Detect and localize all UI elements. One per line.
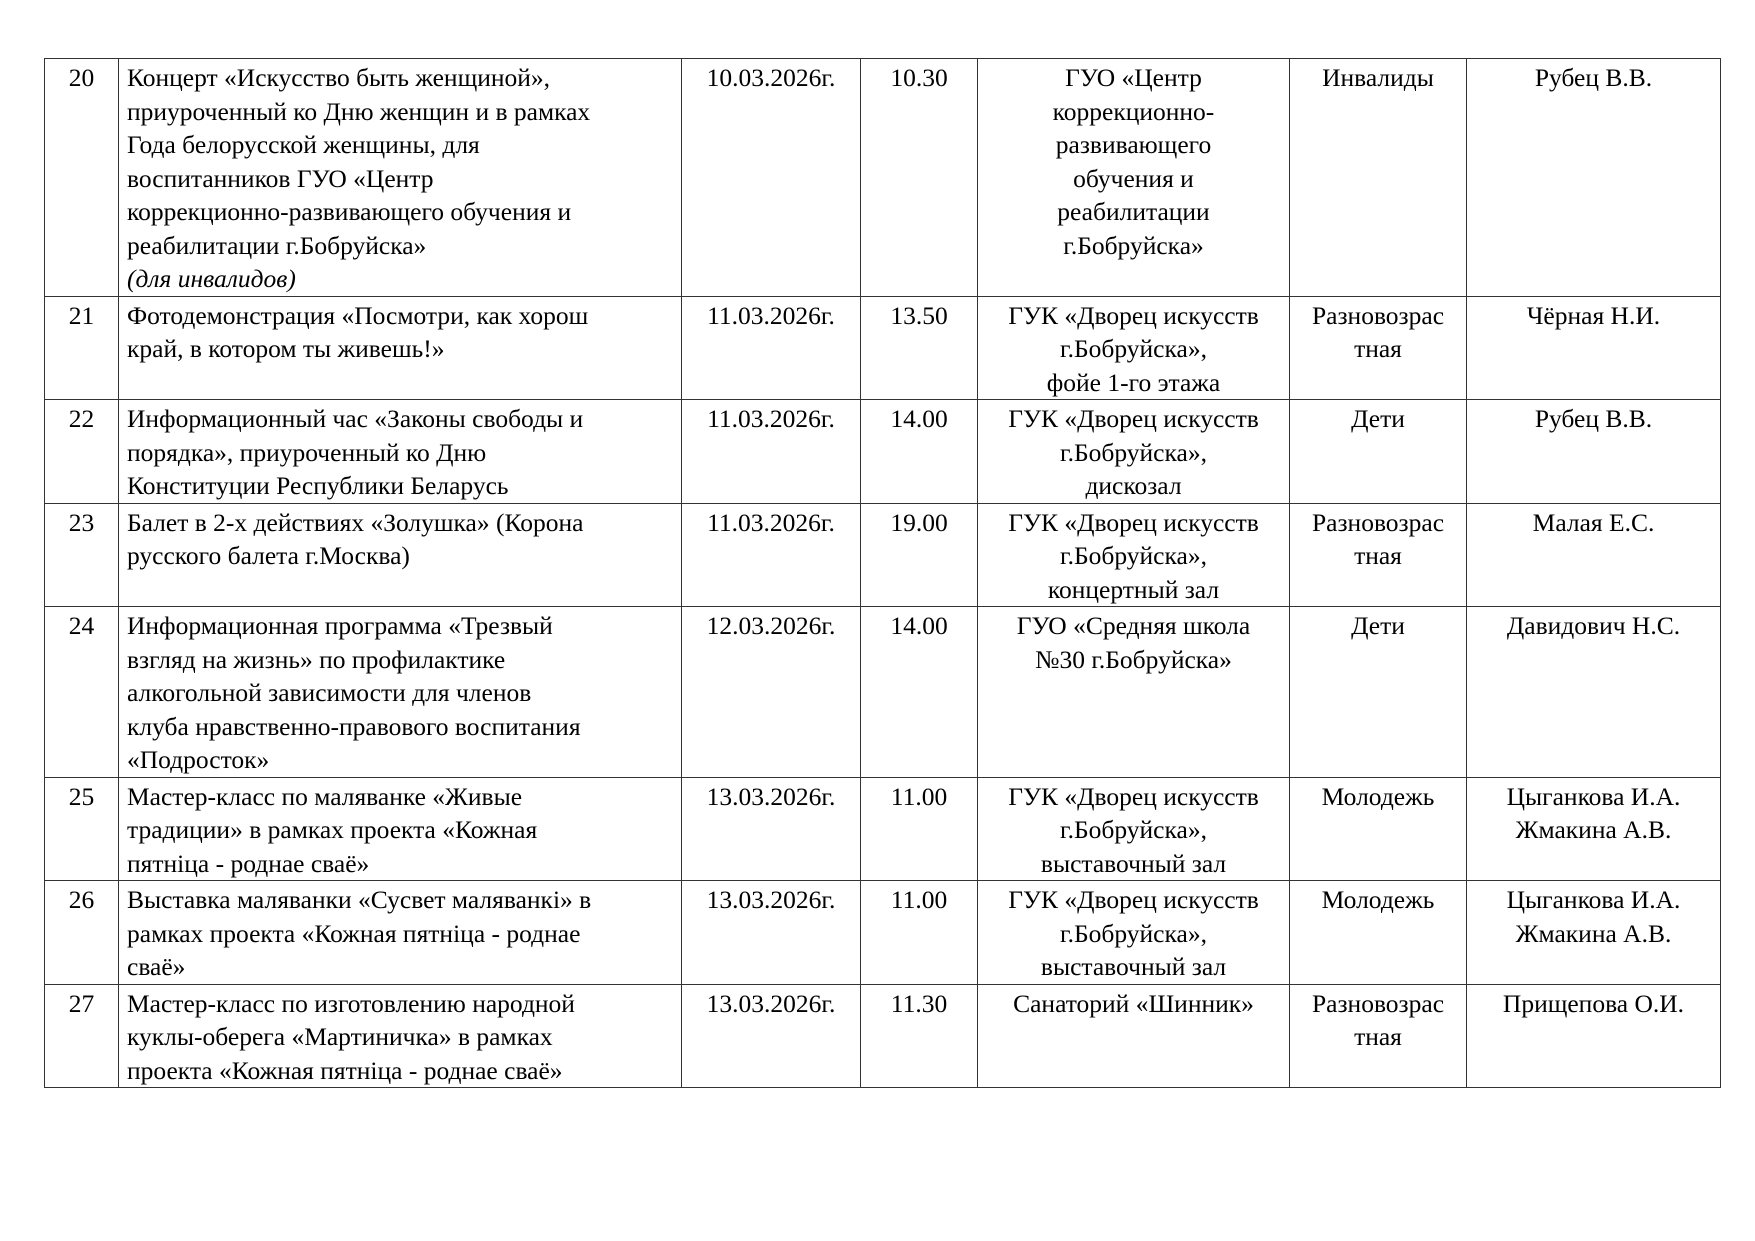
text-line: пятніца - роднае сваё» (127, 848, 370, 878)
event-place (978, 607, 1290, 778)
text-line: Санаторий «Шинник» (1013, 988, 1254, 1018)
event-time: 13.50 (861, 296, 978, 400)
text-line: ГУК «Дворец искусств (1008, 781, 1259, 811)
table-row (45, 59, 1721, 297)
event-title (119, 503, 682, 607)
text-line: фойе 1-го этажа (1046, 367, 1221, 397)
event-title (119, 984, 682, 1088)
event-place (978, 296, 1290, 400)
text-line: г.Бобруйска», (1060, 918, 1207, 948)
event-note: (для инвалидов) (127, 264, 296, 293)
event-date: 13.03.2026г. (682, 777, 861, 881)
text-line: Рубец В.В. (1534, 63, 1653, 92)
event-date: 10.03.2026г. (682, 59, 861, 297)
text-line: русского балета г.Москва) (127, 541, 410, 570)
event-place (978, 503, 1290, 607)
event-responsible (1467, 984, 1721, 1088)
text-line: Разновозрас (1311, 300, 1445, 330)
events-table (44, 58, 1721, 1088)
event-place (978, 777, 1290, 881)
text-line: г.Бобруйска» (1063, 230, 1204, 260)
event-number: 24 (45, 607, 119, 778)
text-line: Мастер-класс по маляванке «Живые (127, 781, 523, 811)
text-line: Цыганкова И.А. (1506, 885, 1681, 914)
text-line: Дети (1351, 611, 1405, 640)
text-line: реабилитации (1057, 197, 1210, 226)
event-number: 20 (45, 59, 119, 297)
event-responsible (1467, 503, 1721, 607)
event-time: 11.00 (861, 777, 978, 881)
event-date: 13.03.2026г. (682, 881, 861, 985)
event-time: 14.00 (861, 400, 978, 504)
table-row (45, 984, 1721, 1088)
text-line: порядка», приуроченный ко Дню (127, 437, 487, 467)
event-title (119, 777, 682, 881)
text-line: Балет в 2-х действиях «Золушка» (Корона (127, 507, 584, 537)
text-line: Дети (1351, 404, 1405, 433)
text-line: Молодежь (1321, 885, 1435, 914)
text-line: г.Бобруйска», (1060, 334, 1207, 363)
event-date: 11.03.2026г. (682, 296, 861, 400)
text-line: ГУК «Дворец искусств (1008, 507, 1259, 537)
event-date: 11.03.2026г. (682, 503, 861, 607)
text-line: «Подросток» (127, 745, 270, 774)
text-line: взгляд на жизнь» по профилактике (127, 644, 506, 674)
text-line: ГУО «Центр (1065, 63, 1202, 92)
text-line: ГУО «Средняя школа (1016, 611, 1251, 640)
text-line: приуроченный ко Дню женщин и в рамках (127, 96, 591, 126)
event-number: 27 (45, 984, 119, 1088)
event-time: 19.00 (861, 503, 978, 607)
event-title (119, 881, 682, 985)
text-line: рамках проекта «Кожная пятніца - роднае (127, 918, 581, 948)
event-responsible (1467, 607, 1721, 778)
event-title (119, 296, 682, 400)
text-line: Года белорусской женщины, для (127, 130, 480, 159)
event-number: 21 (45, 296, 119, 400)
text-line: Выставка маляванки «Сусвет маляванкі» в (127, 885, 592, 914)
text-line: г.Бобруйска», (1060, 437, 1207, 467)
table-row (45, 296, 1721, 400)
text-line: Разновозрас (1311, 988, 1445, 1018)
table-row (45, 881, 1721, 985)
text-line: дискозал (1085, 471, 1182, 500)
text-line: тная (1354, 334, 1402, 363)
text-line: Фотодемонстрация «Посмотри, как хорош (127, 300, 589, 330)
event-time: 14.00 (861, 607, 978, 778)
text-line: проекта «Кожная пятніца - роднае сваё» (127, 1055, 563, 1085)
event-title (119, 607, 682, 778)
table-row (45, 503, 1721, 607)
table-row (45, 400, 1721, 504)
text-line: алкогольной зависимости для членов (127, 678, 532, 707)
text-line: коррекционно- (1052, 96, 1215, 126)
event-audience (1290, 296, 1467, 400)
text-line: №30 г.Бобруйска» (1035, 644, 1232, 674)
text-line: клуба нравственно-правового воспитания (127, 711, 581, 741)
text-line: Разновозрас (1311, 507, 1445, 537)
event-place (978, 984, 1290, 1088)
event-number: 26 (45, 881, 119, 985)
event-date: 12.03.2026г. (682, 607, 861, 778)
text-line: Малая Е.С. (1532, 507, 1655, 537)
text-line: Информационная программа «Трезвый (127, 611, 553, 640)
text-line: Жмакина А.В. (1515, 815, 1672, 844)
event-responsible (1467, 400, 1721, 504)
text-line: ГУК «Дворец искусств (1008, 300, 1259, 330)
text-line: Чёрная Н.И. (1526, 300, 1661, 330)
text-line: реабилитации г.Бобруйска» (127, 230, 427, 260)
text-line: концертный зал (1047, 574, 1220, 604)
event-number: 23 (45, 503, 119, 607)
event-audience (1290, 607, 1467, 778)
text-line: г.Бобруйска», (1060, 541, 1207, 570)
text-line: обучения и (1073, 163, 1194, 193)
text-line: Мастер-класс по изготовлению народной (127, 988, 575, 1018)
event-audience (1290, 400, 1467, 504)
text-line: выставочный зал (1040, 848, 1227, 878)
event-audience (1290, 777, 1467, 881)
text-line: Молодежь (1321, 781, 1435, 811)
text-line: воспитанников ГУО «Центр (127, 163, 434, 193)
text-line: ГУК «Дворец искусств (1008, 404, 1259, 433)
text-line: г.Бобруйска», (1060, 815, 1207, 844)
text-line: Цыганкова И.А. (1506, 781, 1681, 811)
text-line: куклы-оберега «Мартиничка» в рамках (127, 1022, 553, 1051)
text-line: ГУК «Дворец искусств (1008, 885, 1259, 914)
event-audience (1290, 984, 1467, 1088)
event-place (978, 59, 1290, 297)
event-title (119, 400, 682, 504)
text-line: традиции» в рамках проекта «Кожная (127, 815, 538, 844)
event-place (978, 881, 1290, 985)
text-line: развивающего (1055, 130, 1212, 159)
event-responsible (1467, 777, 1721, 881)
event-time: 11.30 (861, 984, 978, 1088)
document-page (44, 58, 1720, 1088)
event-title (119, 59, 682, 297)
table-row (45, 607, 1721, 778)
event-date: 11.03.2026г. (682, 400, 861, 504)
text-line: Конституции Республики Беларусь (127, 471, 509, 500)
event-number: 22 (45, 400, 119, 504)
event-time: 11.00 (861, 881, 978, 985)
text-line: край, в котором ты живешь!» (127, 334, 445, 363)
table-row (45, 777, 1721, 881)
text-line: тная (1354, 541, 1402, 570)
text-line: Прищепова О.И. (1502, 988, 1685, 1018)
text-line: Информационный час «Законы свободы и (127, 404, 584, 433)
text-line: Жмакина А.В. (1515, 918, 1672, 948)
text-line: коррекционно-развивающего обучения и (127, 197, 572, 226)
event-responsible (1467, 881, 1721, 985)
text-line: сваё» (127, 952, 186, 981)
text-line: Рубец В.В. (1534, 404, 1653, 433)
event-number: 25 (45, 777, 119, 881)
text-line: выставочный зал (1040, 952, 1227, 981)
event-time: 10.30 (861, 59, 978, 297)
event-audience (1290, 881, 1467, 985)
event-date: 13.03.2026г. (682, 984, 861, 1088)
text-line: Инвалиды (1322, 63, 1434, 92)
event-responsible (1467, 59, 1721, 297)
event-place (978, 400, 1290, 504)
event-audience (1290, 59, 1467, 297)
text-line: Концерт «Искусство быть женщиной», (127, 63, 551, 92)
text-line: тная (1354, 1022, 1402, 1051)
text-line: Давидович Н.С. (1506, 611, 1681, 640)
events-table-body (45, 59, 1721, 1088)
event-responsible (1467, 296, 1721, 400)
event-audience (1290, 503, 1467, 607)
